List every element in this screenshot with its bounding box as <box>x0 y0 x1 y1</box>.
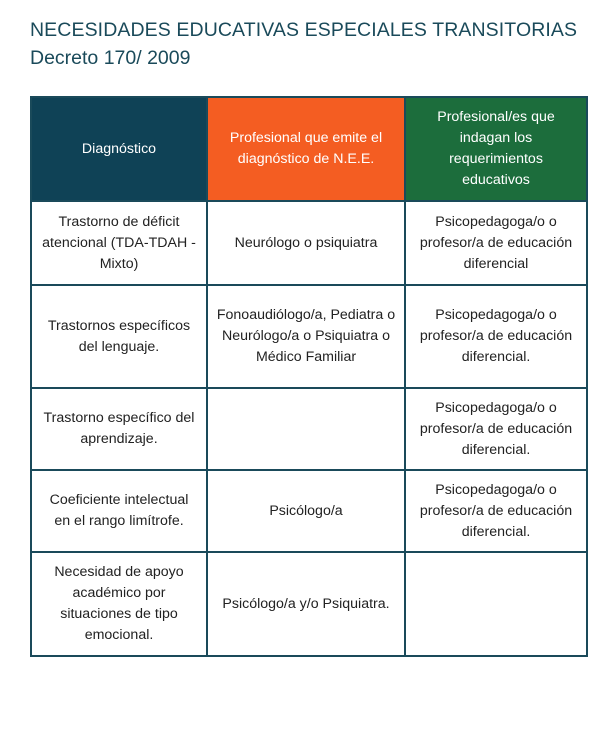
cell-profesional-indagan: Psicopedagoga/o o profesor/a de educación diferencial <box>405 201 587 285</box>
cell-profesional-indagan: Psicopedagoga/o o profesor/a de educación diferencial. <box>405 285 587 388</box>
table-row <box>31 201 587 285</box>
nee-table <box>30 96 588 657</box>
table-row <box>31 552 587 656</box>
header-profesional-indagan: Profesional/es que indagan los requerimientos educativos <box>405 97 587 201</box>
table-row <box>31 388 587 470</box>
cell-profesional-emite <box>207 388 405 470</box>
document-title: NECESIDADES EDUCATIVAS ESPECIALES TRANSITORIAS <box>30 19 578 41</box>
table-header <box>31 97 587 201</box>
cell-profesional-emite: Fonoaudiólogo/a, Pediatra o Neurólogo/a o Psiquiatra o Médico Familiar <box>207 285 405 388</box>
cell-diagnostico: Coeficiente intelectual en el rango limítrofe. <box>31 470 207 552</box>
cell-profesional-emite: Psicólogo/a <box>207 470 405 552</box>
table-body <box>31 201 587 656</box>
cell-profesional-indagan: Psicopedagoga/o o profesor/a de educación diferencial. <box>405 470 587 552</box>
cell-diagnostico: Trastorno de déficit atencional (TDA-TDAH - Mixto) <box>31 201 207 285</box>
cell-profesional-indagan <box>405 552 587 656</box>
cell-diagnostico: Trastorno específico del aprendizaje. <box>31 388 207 470</box>
cell-diagnostico: Necesidad de apoyo académico por situaciones de tipo emocional. <box>31 552 207 656</box>
cell-profesional-indagan: Psicopedagoga/o o profesor/a de educación diferencial. <box>405 388 587 470</box>
document-subtitle: Decreto 170/ 2009 <box>30 47 191 69</box>
header-diagnostico: Diagnóstico <box>31 97 207 201</box>
table-row <box>31 470 587 552</box>
header-row <box>31 97 587 201</box>
header-profesional-emite: Profesional que emite el diagnóstico de N.E.E. <box>207 97 405 201</box>
cell-profesional-emite: Neurólogo o psiquiatra <box>207 201 405 285</box>
table-row <box>31 285 587 388</box>
cell-diagnostico: Trastornos específicos del lenguaje. <box>31 285 207 388</box>
cell-profesional-emite: Psicólogo/a y/o Psiquiatra. <box>207 552 405 656</box>
